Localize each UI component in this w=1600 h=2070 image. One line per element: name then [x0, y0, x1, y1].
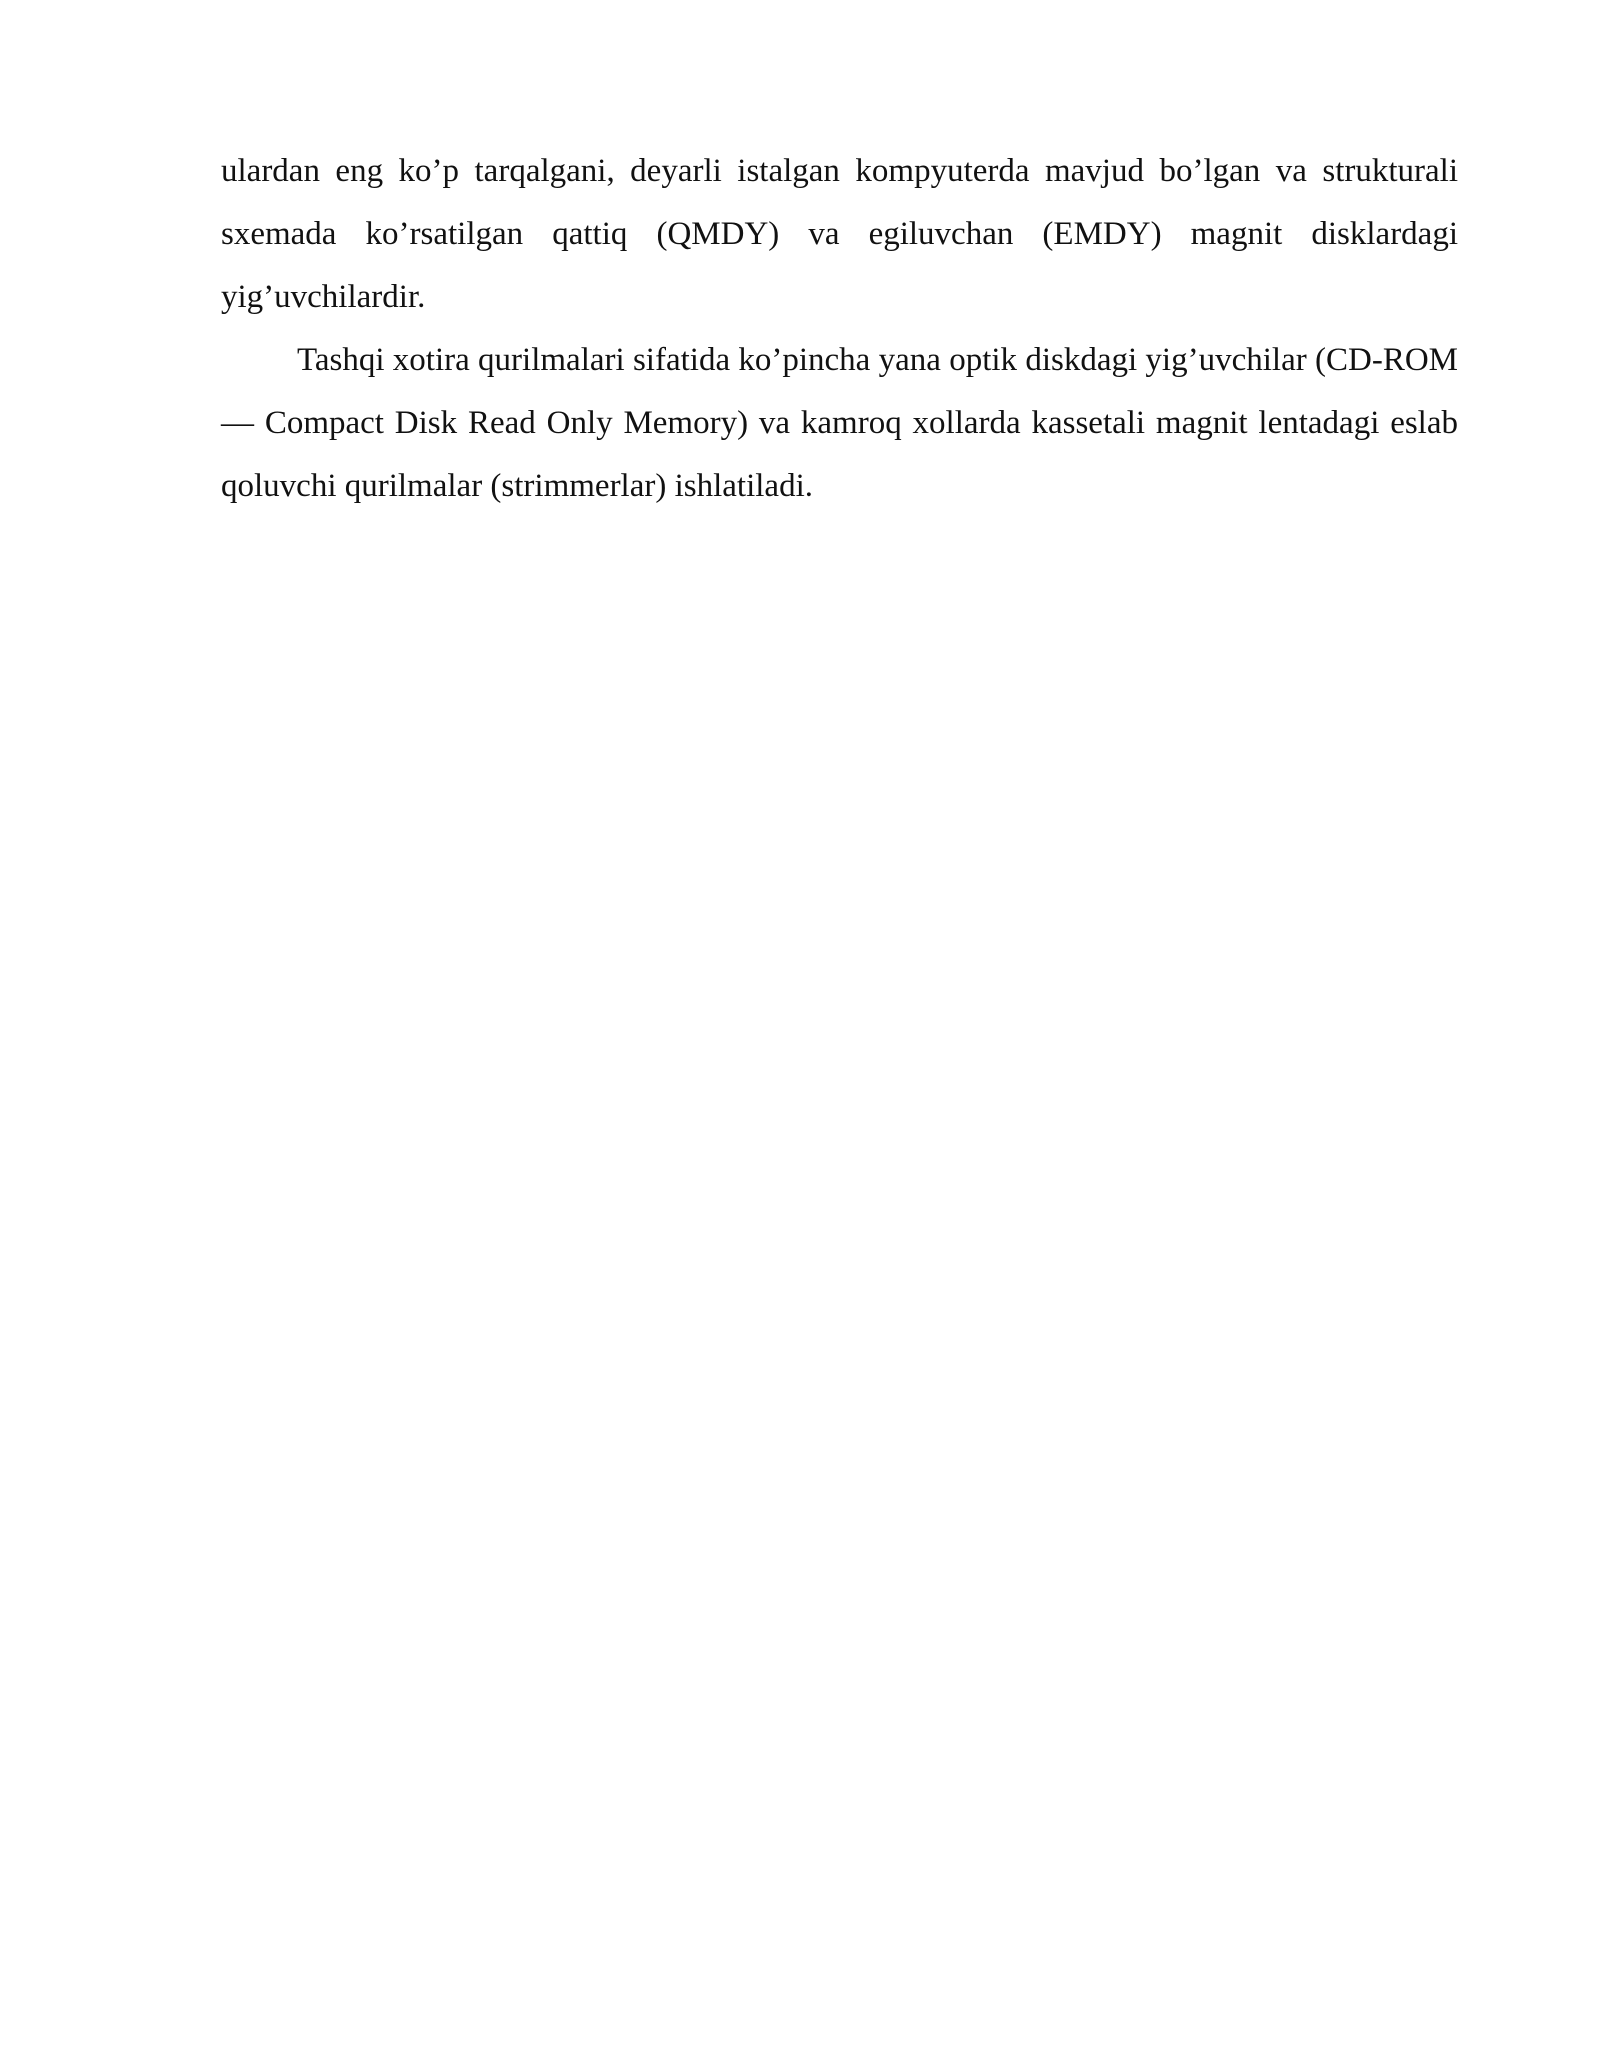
paragraph-continuation: ulardan eng ko’p tarqalgani, deyarli istalgan kompyuterda mavjud bo’lgan va strukturali sxemada ko’rsatilgan qattiq (QMDY) va egiluvchan (EMDY) magnit disklardagi yig’uvchilardir. — [221, 153, 1458, 315]
document-body — [221, 140, 1458, 518]
paragraph-external-storage: Tashqi xotira qurilmalari sifatida ko’pincha yana optik diskdagi yig’uvchilar (CD-ROM — Compact Disk Read Only Memory) va kamroq xollarda kassetali magnit lentadagi eslab qoluvchi qurilmalar (strimmerlar) ishlatiladi. — [221, 342, 1458, 504]
